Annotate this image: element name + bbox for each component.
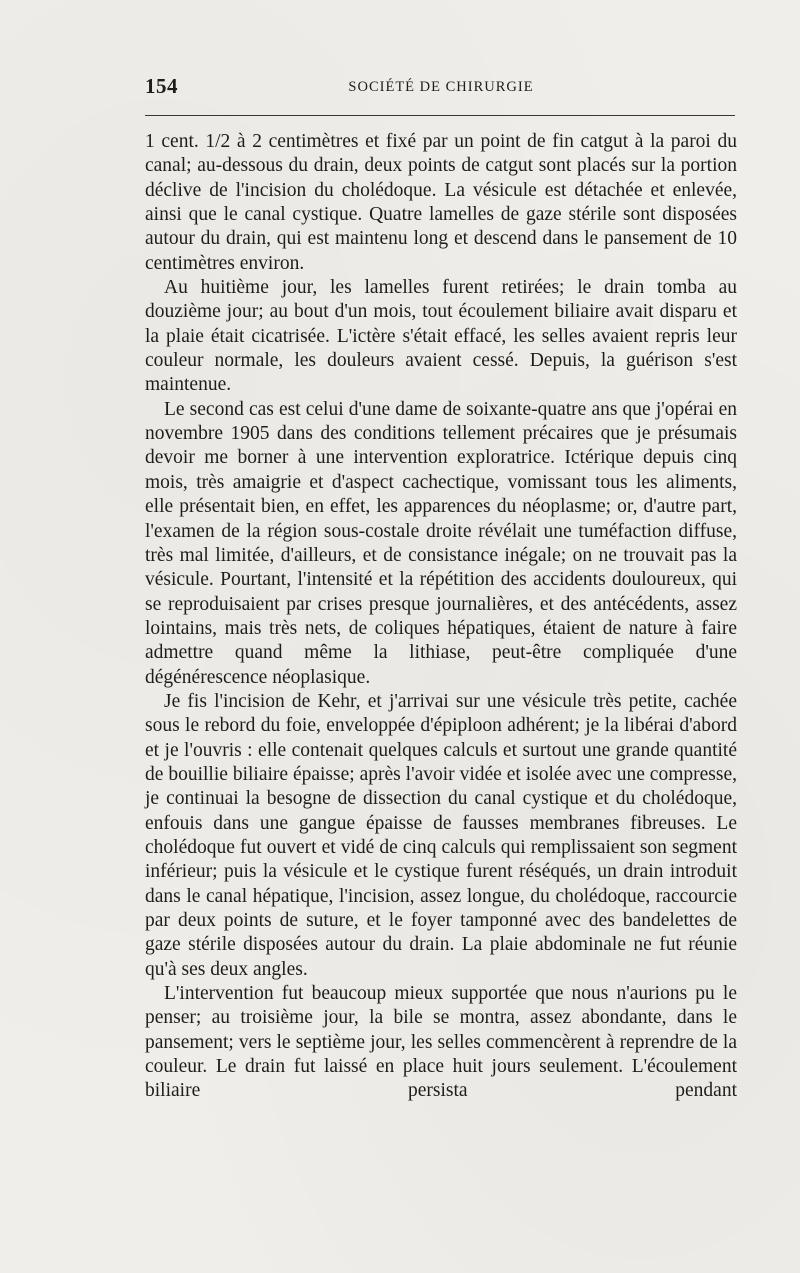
paragraph-2: Au huitième jour, les lamelles furent retirées; le drain tomba au douzième jour; au bout d'un mois, tout écoulement biliaire avait disparu et la plaie était cicatrisée. L'ictère s'était effacé, les selles avaient repris leur couleur normale, les douleurs avaient cessé. Depuis, la guérison s'est maintenue. <box>145 277 737 396</box>
paragraph-1: 1 cent. 1/2 à 2 centimètres et fixé par un point de fin catgut à la paroi du canal; au-dessous du drain, deux points de catgut sont placés sur la portion déclive de l'incision du cholédoque. La vésicule est détachée et enlevée, ainsi que le canal cystique. Quatre lamelles de gaze stérile sont disposées autour du drain, qui est maintenu long et descend dans le pansement de 10 centimètres environ. <box>145 131 737 274</box>
page-number: 154 <box>145 74 178 98</box>
paragraph-4: Je fis l'incision de Kehr, et j'arrivai sur une vésicule très petite, cachée sous le rebord du foie, enveloppée d'épiploon adhérent; je la libérai d'abord et je l'ouvris : elle contenait quelques calculs et surtout une grande quantité de bouillie biliaire épaisse; après l'avoir vidée et isolée avec une compresse, je continuai la besogne de dissection du canal cystique et du cholédoque, enfouis dans une gangue épaisse de fausses membranes fibreuses. Le cholédoque fut ouvert et vidé de cinq calculs qui remplissaient son segment inférieur; puis la vésicule et le cystique furent réséqués, un drain introduit dans le canal hépatique, l'incision, assez longue, du cholédoque, raccourcie par deux points de suture, et le foyer tamponné avec des bandelettes de gaze stérile disposées autour du drain. La plaie abdominale ne fut réunie qu'à ses deux angles. <box>145 690 737 980</box>
running-head: SOCIÉTÉ DE CHIRURGIE <box>348 79 534 95</box>
page-header <box>145 74 737 104</box>
paragraph-3: Le second cas est celui d'une dame de soixante-quatre ans que j'opérai en novembre 1905 dans des conditions tellement précaires que je présumais devoir me borner à une intervention exploratrice. Ictérique depuis cinq mois, très amaigrie et d'aspect cachectique, vomissant tous les aliments, elle présentait bien, en effet, les apparences du néoplasme; or, d'autre part, l'examen de la région sous-costale droite révélait une tuméfaction diffuse, très mal limitée, d'ailleurs, et de consistance inégale; on ne trouvait pas la vésicule. Pourtant, l'intensité et la répétition des accidents douloureux, qui se reproduisaient par crises presque journalières, et des antécédents, assez lointains, mais très nets, de coliques hépatiques, étaient de nature à faire admettre quand même la lithiase, peut-être compliquée d'une dégénérescence néoplasique. <box>145 398 737 688</box>
paragraph-5: L'intervention fut beaucoup mieux supportée que nous n'aurions pu le penser; au troisième jour, la bile se montra, assez abondante, dans le pansement; vers le septième jour, les selles commencèrent à reprendre de la couleur. Le drain fut laissé en place huit jours seulement. L'écoulement biliaire persista pendant <box>145 983 737 1102</box>
body-text <box>145 130 737 1104</box>
header-rule <box>145 115 735 116</box>
